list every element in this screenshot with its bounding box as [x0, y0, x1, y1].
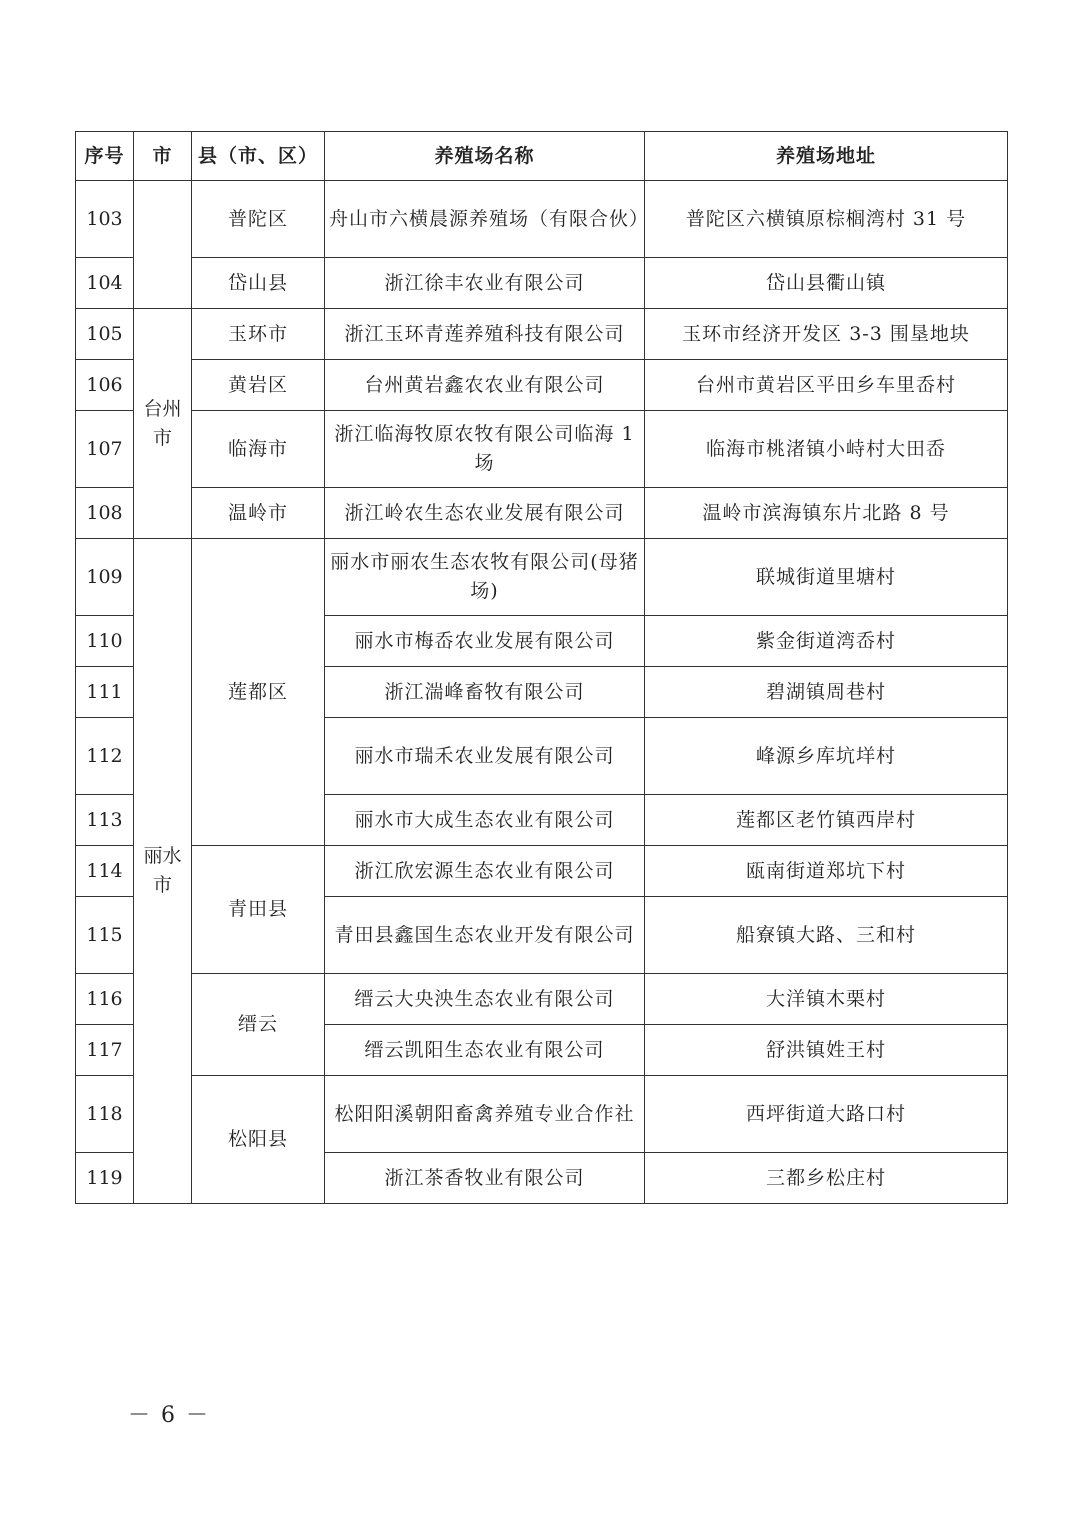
row-seq: 113	[76, 795, 134, 846]
row-farm-address: 舒洪镇姓王村	[645, 1025, 1008, 1076]
table-row	[76, 360, 1008, 411]
row-farm-name: 缙云凯阳生态农业有限公司	[325, 1025, 645, 1076]
table-row	[76, 1076, 1008, 1153]
row-county: 临海市	[192, 411, 325, 488]
row-farm-name: 浙江岭农生态农业发展有限公司	[325, 488, 645, 539]
row-farm-address: 临海市桃渚镇小峙村大田岙	[645, 411, 1008, 488]
row-farm-address: 玉环市经济开发区 3-3 围垦地块	[645, 309, 1008, 360]
header-city: 市	[134, 132, 192, 181]
table-row	[76, 539, 1008, 616]
city-cell-taizhou: 台州市	[134, 309, 192, 539]
row-county: 松阳县	[192, 1076, 325, 1204]
row-seq: 109	[76, 539, 134, 616]
table-row	[76, 181, 1008, 258]
header-county: 县（市、区）	[192, 132, 325, 181]
row-farm-address: 峰源乡库坑垟村	[645, 718, 1008, 795]
row-farm-address: 船寮镇大路、三和村	[645, 897, 1008, 974]
row-seq: 105	[76, 309, 134, 360]
row-farm-address: 联城街道里塘村	[645, 539, 1008, 616]
row-county: 莲都区	[192, 539, 325, 846]
row-farm-name: 台州黄岩鑫农农业有限公司	[325, 360, 645, 411]
row-farm-address: 瓯南街道郑坑下村	[645, 846, 1008, 897]
row-farm-address: 岱山县衢山镇	[645, 258, 1008, 309]
row-farm-name: 丽水市梅岙农业发展有限公司	[325, 616, 645, 667]
row-seq: 108	[76, 488, 134, 539]
header-farm-address: 养殖场地址	[645, 132, 1008, 181]
row-seq: 117	[76, 1025, 134, 1076]
header-farm-name: 养殖场名称	[325, 132, 645, 181]
table-header-row	[76, 132, 1008, 181]
row-county: 温岭市	[192, 488, 325, 539]
table-row	[76, 488, 1008, 539]
row-county: 普陀区	[192, 181, 325, 258]
table-row	[76, 309, 1008, 360]
table-row	[76, 411, 1008, 488]
row-farm-name: 丽水市丽农生态农牧有限公司(母猪场)	[325, 539, 645, 616]
row-farm-name: 青田县鑫国生态农业开发有限公司	[325, 897, 645, 974]
row-county: 岱山县	[192, 258, 325, 309]
row-farm-name: 浙江湍峰畜牧有限公司	[325, 667, 645, 718]
row-seq: 115	[76, 897, 134, 974]
row-farm-name: 浙江徐丰农业有限公司	[325, 258, 645, 309]
row-seq: 106	[76, 360, 134, 411]
row-farm-name: 丽水市大成生态农业有限公司	[325, 795, 645, 846]
row-seq: 107	[76, 411, 134, 488]
table-row	[76, 974, 1008, 1025]
page-number: － 6 －	[128, 1403, 210, 1428]
row-seq: 118	[76, 1076, 134, 1153]
row-seq: 104	[76, 258, 134, 309]
row-seq: 112	[76, 718, 134, 795]
farm-list-table	[75, 131, 1008, 1204]
table-row	[76, 258, 1008, 309]
row-county: 青田县	[192, 846, 325, 974]
row-seq: 111	[76, 667, 134, 718]
row-farm-name: 松阳阳溪朝阳畜禽养殖专业合作社	[325, 1076, 645, 1153]
row-farm-name: 浙江玉环青莲养殖科技有限公司	[325, 309, 645, 360]
row-farm-name: 缙云大央泱生态农业有限公司	[325, 974, 645, 1025]
row-county: 缙云	[192, 974, 325, 1076]
header-seq: 序号	[76, 132, 134, 181]
row-seq: 110	[76, 616, 134, 667]
row-farm-address: 温岭市滨海镇东片北路 8 号	[645, 488, 1008, 539]
row-farm-name: 浙江茶香牧业有限公司	[325, 1153, 645, 1204]
row-county: 玉环市	[192, 309, 325, 360]
row-farm-name: 浙江欣宏源生态农业有限公司	[325, 846, 645, 897]
city-cell-lishui: 丽水市	[134, 539, 192, 1204]
row-farm-address: 普陀区六横镇原棕榈湾村 31 号	[645, 181, 1008, 258]
row-farm-address: 大洋镇木栗村	[645, 974, 1008, 1025]
row-seq: 114	[76, 846, 134, 897]
table-row	[76, 846, 1008, 897]
row-farm-address: 台州市黄岩区平田乡车里岙村	[645, 360, 1008, 411]
row-farm-name: 舟山市六横晨源养殖场（有限合伙）	[325, 181, 645, 258]
row-farm-address: 碧湖镇周巷村	[645, 667, 1008, 718]
row-county: 黄岩区	[192, 360, 325, 411]
row-farm-address: 三都乡松庄村	[645, 1153, 1008, 1204]
row-farm-address: 紫金街道湾岙村	[645, 616, 1008, 667]
row-seq: 119	[76, 1153, 134, 1204]
row-farm-name: 浙江临海牧原农牧有限公司临海 1 场	[325, 411, 645, 488]
city-cell-zhoushan	[134, 181, 192, 309]
row-farm-address: 莲都区老竹镇西岸村	[645, 795, 1008, 846]
row-farm-address: 西坪街道大路口村	[645, 1076, 1008, 1153]
row-seq: 103	[76, 181, 134, 258]
row-farm-name: 丽水市瑞禾农业发展有限公司	[325, 718, 645, 795]
row-seq: 116	[76, 974, 134, 1025]
